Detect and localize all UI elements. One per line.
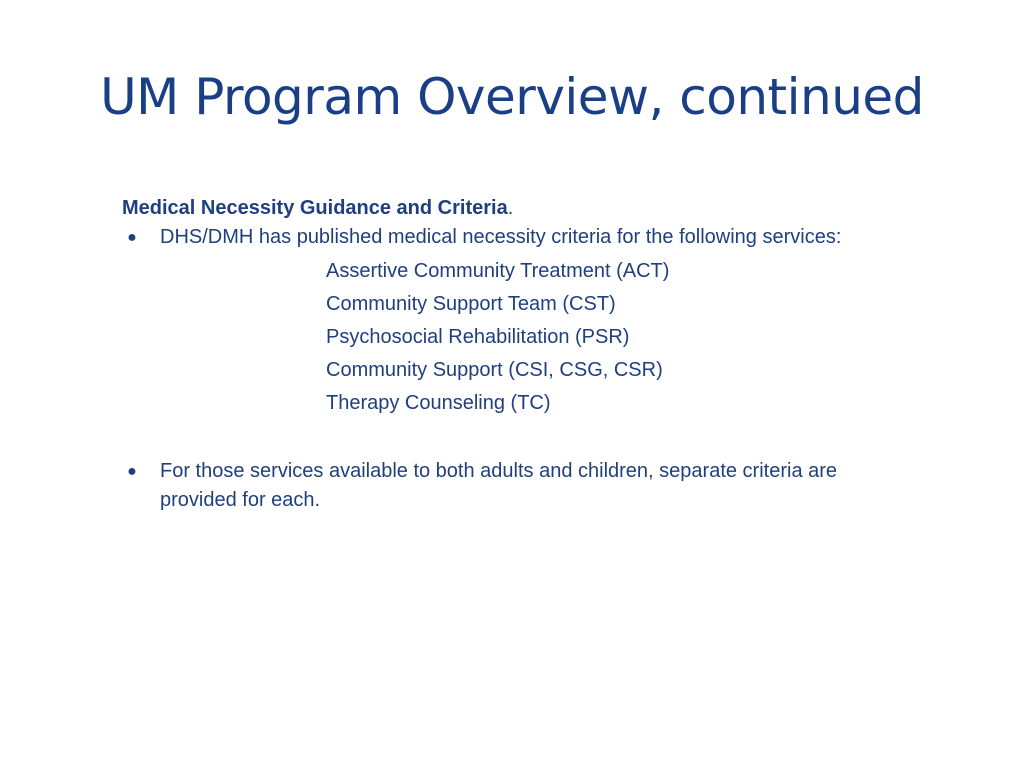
slide-title: UM Program Overview, continued xyxy=(100,68,924,126)
bullet-icon: ● xyxy=(127,463,137,480)
section-heading xyxy=(122,194,912,223)
slide-content xyxy=(122,194,912,515)
section-heading-text: Medical Necessity Guidance and Criteria xyxy=(122,197,508,219)
service-item-cs: Community Support (CSI, CSG, CSR) xyxy=(326,359,663,381)
bullet-text-criteria: DHS/DMH has published medical necessity criteria for the following services: xyxy=(160,226,842,248)
bullet-text-separate-criteria: For those services available to both adults and children, separate criteria are provided for each. xyxy=(160,460,838,511)
service-item-cst: Community Support Team (CST) xyxy=(326,293,616,315)
service-item-act: Assertive Community Treatment (ACT) xyxy=(326,260,670,282)
service-item-psr: Psychosocial Rehabilitation (PSR) xyxy=(326,326,630,348)
services-list xyxy=(122,255,912,420)
bullet-item-separate-criteria xyxy=(122,457,912,515)
service-item-tc: Therapy Counseling (TC) xyxy=(326,392,551,414)
bullet-item-criteria xyxy=(122,223,912,252)
section-heading-period: . xyxy=(507,197,514,219)
bullet-icon: ● xyxy=(127,229,137,246)
